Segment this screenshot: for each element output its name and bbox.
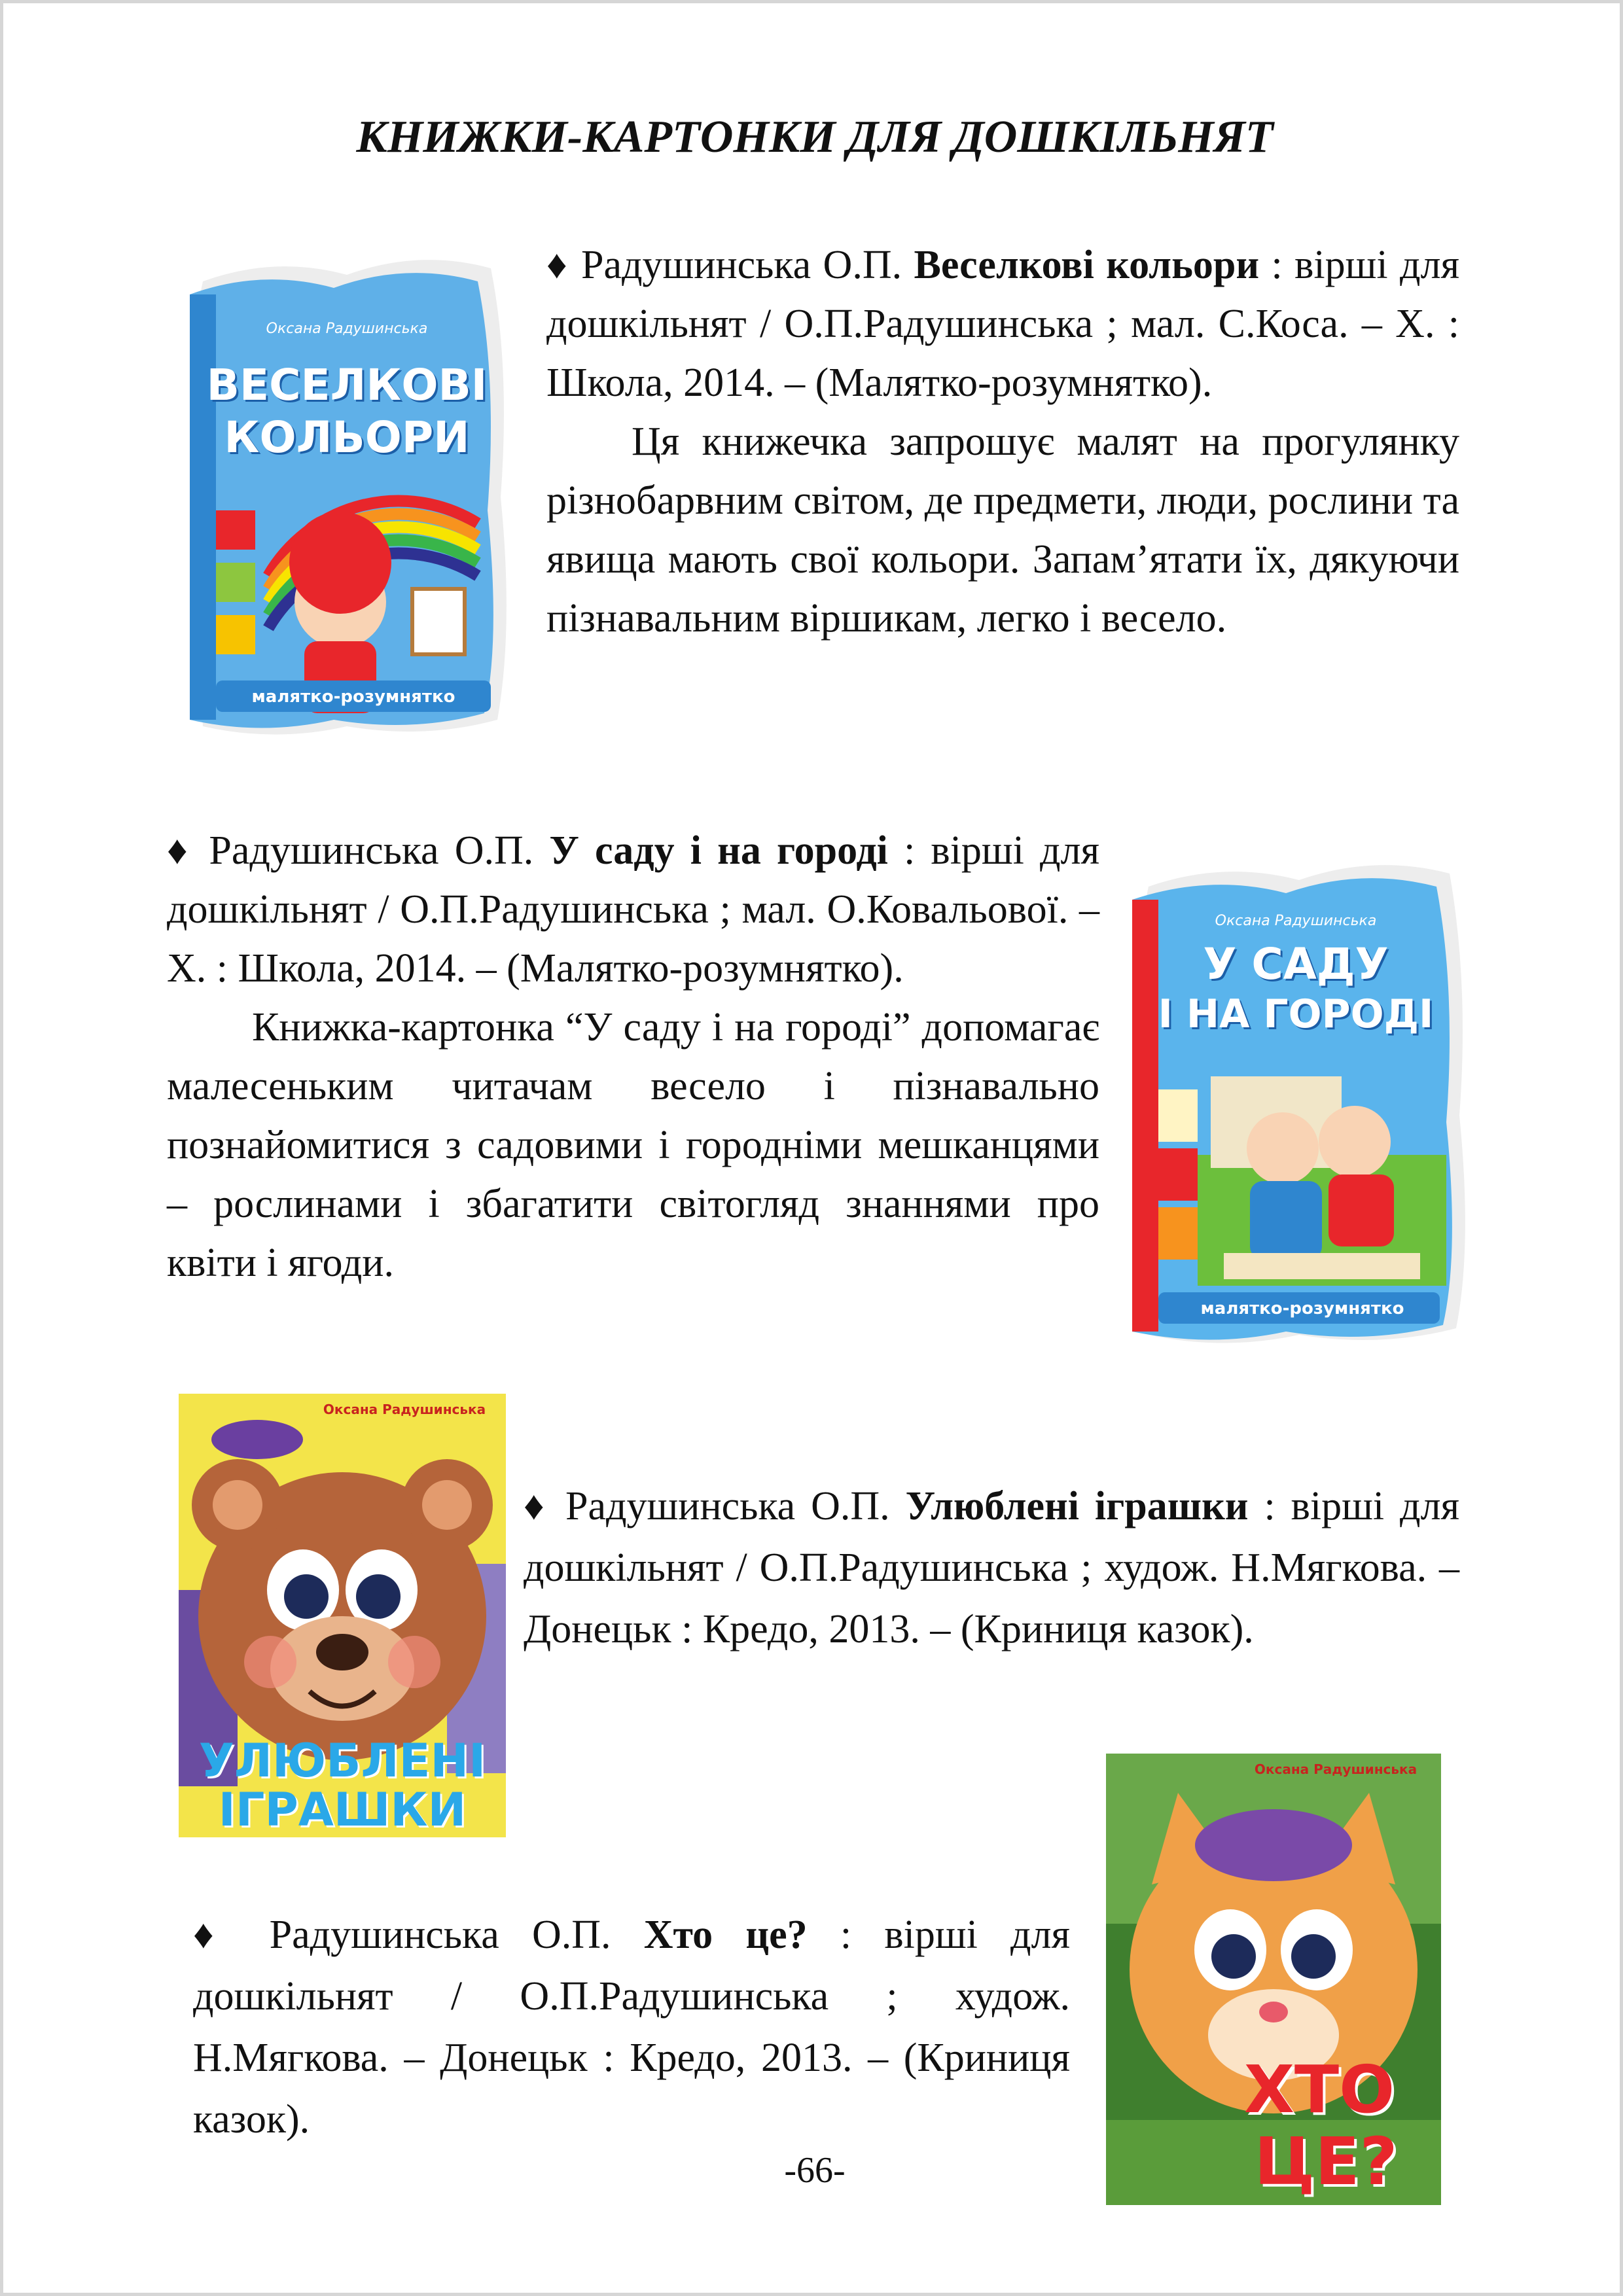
entry-description: Ця книжечка запрошує малят на прогулянку різнобарвним світом, де предмети, люди, рослини та явища мають свої кольори. Запам’ятати їх, дякуючи пізнавальним віршикам, легко і весело. — [546, 419, 1459, 641]
page-title: КНИЖКИ-КАРТОНКИ ДЛЯ ДОШКІЛЬНЯТ — [356, 112, 1274, 162]
cover-title-line2: І НА ГОРОДІ — [1158, 991, 1434, 1037]
book-entry-1 — [546, 236, 1459, 648]
entry-book-title: Хто це? — [643, 1913, 808, 1957]
page-number: -66- — [784, 2150, 846, 2191]
entry-book-title: Улюблені іграшки — [905, 1484, 1249, 1528]
book-cover-illustration — [177, 236, 517, 743]
cover-author: Оксана Радушинська — [266, 321, 428, 337]
book-cover-khto-tse — [1106, 1754, 1441, 2205]
entry-book-title: У саду і на городі — [549, 828, 888, 873]
entry-book-title: Веселкові кольори — [914, 243, 1260, 287]
entry-author: Радушинська О.П. — [580, 243, 902, 287]
bullet-icon: ♦ — [546, 243, 569, 287]
book-cover-veselkovi-kolory — [177, 236, 517, 743]
cover-author: Оксана Радушинська — [1215, 913, 1377, 929]
entry-citation — [167, 821, 1099, 998]
book-cover-ulyubleni-ihrashky — [179, 1394, 506, 1837]
book-entry-2 — [167, 821, 1099, 1292]
entry-citation — [524, 1475, 1459, 1660]
cover-title-line2: КОЛЬОРИ — [224, 412, 470, 463]
cover-title-line1: У САДУ — [1203, 939, 1389, 989]
entry-details: : вірші для дошкільнят / О.П.Радушинська ; худож. Н.Мягкова. – Донецьк : Кредо, 2013. – (Криниця казок). — [524, 1484, 1460, 1651]
entry-details: : вірші для дошкільнят / О.П.Радушинська ; мал. С.Коса. – Х. : Школа, 2014. – (Малятко-розумнятко). — [546, 243, 1460, 405]
book-entry-3 — [524, 1475, 1459, 1660]
cover-title-line1: ХТО — [1243, 2051, 1395, 2128]
entry-details: : вірші для дошкільнят / О.П.Радушинська ; мал. О.Ковальової. – Х. : Школа, 2014. – (Малятко-розумнятко). — [167, 828, 1100, 991]
cover-title-line1: УЛЮБЛЕНІ — [198, 1734, 486, 1788]
cover-title-line1: ВЕСЕЛКОВІ — [206, 360, 488, 410]
cover-series: малятко-розумнятко — [251, 687, 455, 707]
entry-citation — [546, 236, 1459, 412]
cover-author: Оксана Радушинська — [323, 1402, 486, 1417]
entry-details: : вірші для дошкільнят / О.П.Радушинська ; худож. Н.Мягкова. – Донецьк : Кредо, 2013. – (Криниця казок). — [193, 1913, 1071, 2142]
bullet-icon: ♦ — [524, 1484, 550, 1528]
entry-description: Книжка-картонка “У саду і на городі” допомагає малесеньким читачам весело і пізнавально познайомитися з садовими і городніми мешканцями – рослинами і збагатити світогляд знаннями про квіти і ягоди. — [167, 1005, 1099, 1285]
entry-author: Радушинська О.П. — [565, 1484, 890, 1528]
cover-title-line2: ІГРАШКИ — [218, 1783, 467, 1837]
entry-citation — [193, 1904, 1070, 2150]
cover-series: малятко-розумнятко — [1200, 1299, 1404, 1318]
book-entry-4 — [193, 1904, 1070, 2150]
entry-author: Радушинська О.П. — [209, 828, 534, 873]
cover-title-line2: ЦЕ? — [1254, 2123, 1398, 2200]
book-cover-u-sadu — [1119, 841, 1472, 1351]
entry-author: Радушинська О.П. — [269, 1913, 611, 1957]
cover-author: Оксана Радушинська — [1254, 1761, 1418, 1777]
bullet-icon: ♦ — [167, 828, 194, 873]
bullet-icon: ♦ — [193, 1913, 237, 1957]
